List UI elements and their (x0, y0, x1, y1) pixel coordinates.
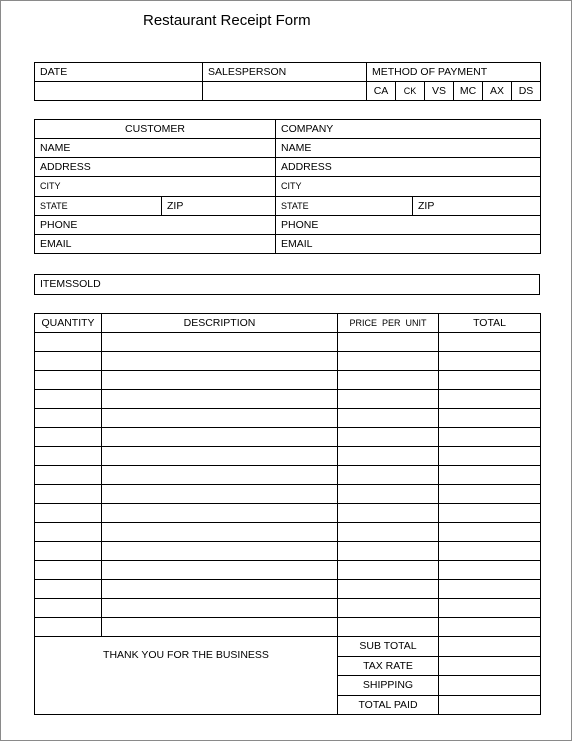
quantity-cell[interactable] (35, 580, 102, 599)
total-cell[interactable] (439, 561, 541, 580)
company-heading: COMPANY (276, 120, 541, 139)
description-cell[interactable] (102, 542, 338, 561)
table-row (35, 599, 541, 618)
total-cell[interactable] (439, 352, 541, 371)
table-row (35, 504, 541, 523)
company-name-label: NAME (281, 141, 312, 154)
company-phone-field[interactable] (276, 216, 541, 235)
total-cell[interactable] (439, 466, 541, 485)
total-cell[interactable] (439, 504, 541, 523)
quantity-cell[interactable] (35, 333, 102, 352)
sub-total-value[interactable] (439, 637, 541, 657)
tax-rate-value[interactable] (439, 657, 541, 676)
description-cell[interactable] (102, 599, 338, 618)
table-row (35, 390, 541, 409)
customer-heading: CUSTOMER (35, 120, 276, 139)
total-cell[interactable] (439, 333, 541, 352)
items-table (34, 313, 541, 715)
customer-email-field[interactable] (35, 235, 276, 254)
date-field[interactable] (35, 82, 203, 101)
total-cell[interactable] (439, 428, 541, 447)
company-address-label: ADDRESS (281, 160, 332, 173)
quantity-cell[interactable] (35, 352, 102, 371)
quantity-cell[interactable] (35, 599, 102, 618)
company-phone-label: PHONE (281, 218, 319, 231)
company-email-field[interactable] (276, 235, 541, 254)
payment-option-mc[interactable]: MC (454, 82, 483, 101)
quantity-cell[interactable] (35, 485, 102, 504)
customer-address-field[interactable] (35, 158, 276, 177)
thank-you-message: THANK YOU FOR THE BUSINESS (35, 637, 338, 715)
quantity-cell[interactable] (35, 409, 102, 428)
company-zip-label: ZIP (418, 199, 435, 212)
company-state-label: STATE (281, 200, 309, 211)
items-sold-bar (34, 274, 540, 295)
price-per-unit-cell[interactable] (338, 390, 439, 409)
price-per-unit-cell[interactable] (338, 447, 439, 466)
customer-email-label: EMAIL (40, 237, 72, 250)
total-paid-value[interactable] (439, 696, 541, 715)
items-sold-label: ITEMSSOLD (35, 275, 540, 295)
salesperson-field[interactable] (203, 82, 367, 101)
table-row (35, 466, 541, 485)
customer-phone-field[interactable] (35, 216, 276, 235)
customer-city-label: CITY (40, 181, 61, 191)
header-table (34, 62, 541, 101)
payment-option-ca[interactable]: CA (367, 82, 396, 101)
customer-city-field[interactable] (35, 177, 276, 197)
company-name-field[interactable] (276, 139, 541, 158)
quantity-cell[interactable] (35, 447, 102, 466)
quantity-cell[interactable] (35, 390, 102, 409)
sub-total-label: SUB TOTAL (338, 637, 439, 657)
company-zip-field[interactable] (413, 197, 541, 216)
description-cell[interactable] (102, 447, 338, 466)
payment-option-ds[interactable]: DS (512, 82, 541, 101)
total-cell[interactable] (439, 409, 541, 428)
quantity-cell[interactable] (35, 542, 102, 561)
table-row (35, 485, 541, 504)
description-cell[interactable] (102, 561, 338, 580)
description-cell[interactable] (102, 466, 338, 485)
total-cell[interactable] (439, 390, 541, 409)
customer-state-label: STATE (40, 200, 68, 211)
total-cell[interactable] (439, 580, 541, 599)
price-per-unit-cell[interactable] (338, 523, 439, 542)
method-of-payment-label: METHOD OF PAYMENT (367, 63, 541, 82)
total-cell[interactable] (439, 447, 541, 466)
table-row (35, 333, 541, 352)
price-per-unit-cell[interactable] (338, 371, 439, 390)
price-per-unit-cell[interactable] (338, 333, 439, 352)
description-cell[interactable] (102, 618, 338, 637)
quantity-cell[interactable] (35, 523, 102, 542)
quantity-cell[interactable] (35, 371, 102, 390)
total-cell[interactable] (439, 599, 541, 618)
price-per-unit-cell[interactable] (338, 466, 439, 485)
total-cell[interactable] (439, 485, 541, 504)
table-row (35, 428, 541, 447)
price-per-unit-cell[interactable] (338, 542, 439, 561)
description-cell[interactable] (102, 371, 338, 390)
customer-address-label: ADDRESS (40, 160, 91, 173)
customer-zip-field[interactable] (162, 197, 276, 216)
col-header-description: DESCRIPTION (102, 314, 338, 333)
payment-option-ax[interactable]: AX (483, 82, 512, 101)
company-state-field[interactable] (276, 197, 413, 216)
price-per-unit-cell[interactable] (338, 580, 439, 599)
description-cell[interactable] (102, 333, 338, 352)
description-cell[interactable] (102, 390, 338, 409)
shipping-label: SHIPPING (338, 676, 439, 696)
table-row (35, 447, 541, 466)
shipping-value[interactable] (439, 676, 541, 696)
company-address-field[interactable] (276, 158, 541, 177)
table-row (35, 580, 541, 599)
table-row (35, 618, 541, 637)
price-per-unit-cell[interactable] (338, 561, 439, 580)
salesperson-label: SALESPERSON (203, 63, 367, 82)
description-cell[interactable] (102, 428, 338, 447)
table-row (35, 523, 541, 542)
total-cell[interactable] (439, 523, 541, 542)
price-per-unit-cell[interactable] (338, 504, 439, 523)
quantity-cell[interactable] (35, 561, 102, 580)
tax-rate-label: TAX RATE (338, 657, 439, 676)
price-per-unit-cell[interactable] (338, 428, 439, 447)
customer-zip-label: ZIP (167, 199, 184, 212)
description-cell[interactable] (102, 580, 338, 599)
description-cell[interactable] (102, 504, 338, 523)
description-cell[interactable] (102, 409, 338, 428)
quantity-cell[interactable] (35, 466, 102, 485)
quantity-cell[interactable] (35, 618, 102, 637)
customer-name-field[interactable] (35, 139, 276, 158)
customer-state-field[interactable] (35, 197, 162, 216)
price-per-unit-cell[interactable] (338, 409, 439, 428)
description-cell[interactable] (102, 352, 338, 371)
col-header-total: TOTAL (439, 314, 541, 333)
total-paid-label: TOTAL PAID (338, 696, 439, 715)
description-cell[interactable] (102, 485, 338, 504)
col-header-quantity: QUANTITY (35, 314, 102, 333)
price-per-unit-cell[interactable] (338, 599, 439, 618)
description-cell[interactable] (102, 523, 338, 542)
company-city-label: CITY (281, 181, 302, 191)
customer-phone-label: PHONE (40, 218, 78, 231)
company-email-label: EMAIL (281, 237, 313, 250)
customer-name-label: NAME (40, 141, 71, 154)
table-row (35, 542, 541, 561)
price-per-unit-cell[interactable] (338, 618, 439, 637)
date-label: DATE (35, 63, 203, 82)
price-per-unit-cell[interactable] (338, 485, 439, 504)
price-per-unit-cell[interactable] (338, 352, 439, 371)
payment-option-ck[interactable]: CK (396, 82, 425, 101)
table-row (35, 409, 541, 428)
contact-table (34, 119, 541, 254)
total-cell[interactable] (439, 618, 541, 637)
quantity-cell[interactable] (35, 504, 102, 523)
table-row (35, 371, 541, 390)
col-header-price-per-unit: PRICE PER UNIT (338, 314, 439, 333)
total-cell[interactable] (439, 542, 541, 561)
form-title: Restaurant Receipt Form (143, 12, 311, 29)
table-row (35, 561, 541, 580)
quantity-cell[interactable] (35, 428, 102, 447)
payment-option-vs[interactable]: VS (425, 82, 454, 101)
company-city-field[interactable] (276, 177, 541, 197)
total-cell[interactable] (439, 371, 541, 390)
table-row (35, 352, 541, 371)
